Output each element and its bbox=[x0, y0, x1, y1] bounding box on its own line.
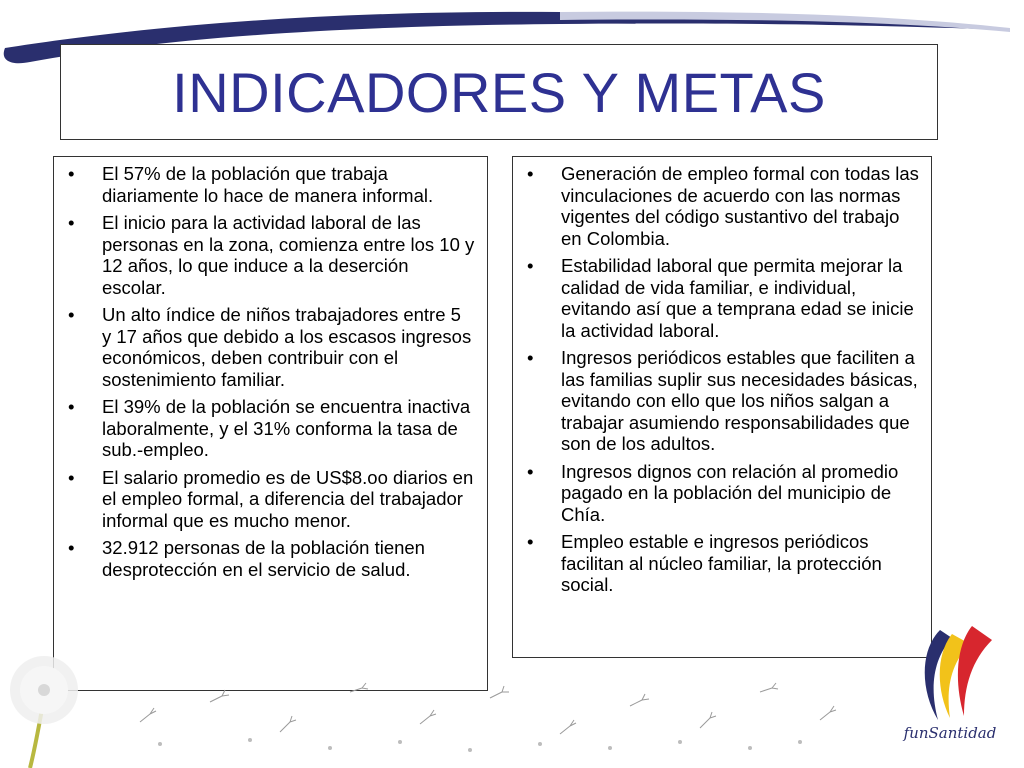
bullet-text: El inicio para la actividad laboral de las personas en la zona, comienza entre los 10 y 12 años, lo que induce a la deserción escolar. bbox=[102, 212, 475, 298]
bullet-text: Ingresos dignos con relación al promedio pagado en la población del municipio de Chía. bbox=[561, 460, 899, 525]
bullet-icon: • bbox=[68, 304, 75, 325]
bullet-text: Generación de empleo formal con todas las vinculaciones de acuerdo con las normas vigentes del código sustantivo del trabajo en Colombia. bbox=[561, 163, 919, 249]
bullet-item bbox=[62, 212, 475, 298]
bullet-item bbox=[62, 467, 475, 532]
indicators-box bbox=[53, 156, 488, 691]
bullet-icon: • bbox=[68, 537, 75, 558]
bullet-icon: • bbox=[68, 466, 75, 488]
bullet-icon: • bbox=[527, 347, 534, 368]
bullet-text: El 39% de la población se encuentra inactiva laboralmente, y el 31% conforma la tasa de sub.-empleo. bbox=[102, 396, 471, 460]
goals-box bbox=[512, 156, 932, 658]
page-title: INDICADORES Y METAS bbox=[172, 60, 826, 124]
bullet-item bbox=[521, 531, 919, 596]
logo-text: funSantidad bbox=[903, 724, 997, 742]
bullet-item bbox=[62, 304, 475, 390]
bullet-icon: • bbox=[68, 163, 75, 184]
bullet-icon: • bbox=[527, 255, 534, 276]
bullet-text: Empleo estable e ingresos periódicos facilitan al núcleo familiar, la protección social. bbox=[561, 531, 882, 595]
bullet-item bbox=[62, 163, 475, 206]
bullet-text: El salario promedio es de US$8.oo diarios en el empleo formal, a diferencia del trabajador informal que es mucho menor. bbox=[102, 466, 474, 531]
bullet-item bbox=[521, 255, 919, 341]
bullet-item bbox=[62, 396, 475, 461]
bullet-item bbox=[62, 537, 475, 580]
bullet-icon: • bbox=[527, 460, 534, 482]
bullet-icon: • bbox=[68, 212, 75, 233]
bullet-text: 32.912 personas de la población tienen desprotección en el servicio de salud. bbox=[102, 537, 425, 580]
logo bbox=[880, 620, 1020, 768]
bullet-item bbox=[521, 461, 919, 526]
bullet-text: Ingresos periódicos estables que faciliten a las familias suplir sus necesidades básicas, evitando con ello que los niños salgan a trabajar asumiendo responsabilidades que son de los adultos. bbox=[561, 347, 918, 454]
indicators-list bbox=[62, 163, 475, 580]
title-box bbox=[60, 44, 938, 140]
bullet-text: Estabilidad laboral que permita mejorar la calidad de vida familiar, e individual, evitando así que a temprana edad se inicie la actividad laboral. bbox=[561, 255, 914, 341]
bullet-icon: • bbox=[68, 396, 75, 417]
bullet-text: Un alto índice de niños trabajadores entre 5 y 17 años que debido a los escasos ingresos económicos, deben contribuir con el sostenimiento familiar. bbox=[102, 304, 472, 390]
bullet-item bbox=[521, 347, 919, 455]
bullet-text: El 57% de la población que trabaja diariamente lo hace de manera informal. bbox=[102, 163, 434, 206]
fundation-swoosh-logo-icon bbox=[880, 620, 1020, 730]
bullet-icon: • bbox=[527, 163, 534, 184]
dandelion-icon bbox=[0, 640, 90, 768]
goals-list bbox=[521, 163, 919, 596]
bullet-icon: • bbox=[527, 531, 534, 552]
bullet-item bbox=[521, 163, 919, 249]
floating-seeds-decoration bbox=[100, 662, 920, 762]
